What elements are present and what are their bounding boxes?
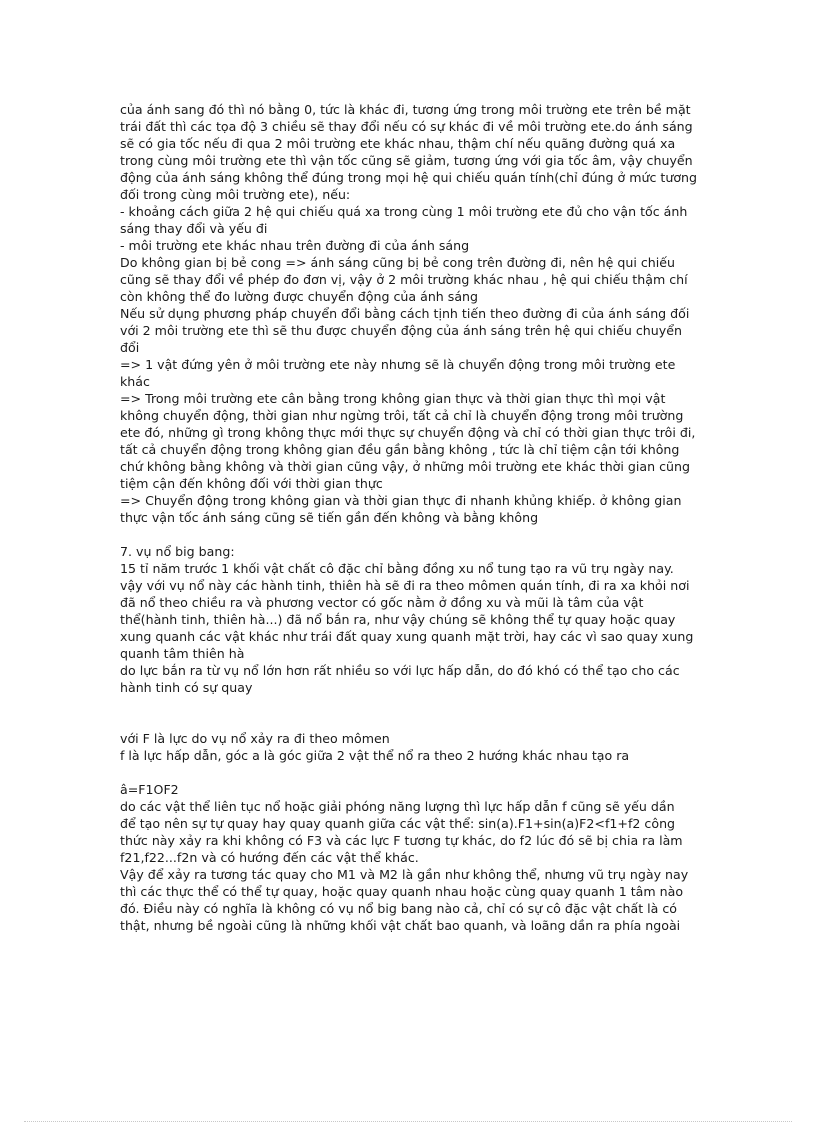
paragraph-curved-space: Do không gian bị bẻ cong => ánh sáng cũng bị bẻ cong trên đường đi, nên hệ qui chiếu cũng sẽ thay đổi về phép đo đơn vị, vậy ở 2 môi trường khác nhau , hệ qui chiếu thậm chí còn không thể đo lường được chuyển động của ánh sáng [120, 255, 688, 304]
paragraph-conclusion-2: => Trong môi trường ete cân bằng trong không gian thực và thời gian thực thì mọi vật không chuyển động, thời gian như ngừng trôi, tất cả chỉ là chuyển động trong môi trường ete đó, những gì trong không thực mới thực sự chuyển động và chỉ có thời gian thực trôi đi, tất cả chuyển động trong không gian đều gần bằng không , tức là chỉ tiệm cận tới không chứ không bằng không và thời gian cũng vậy, ở những môi trường ete khác thời gian cũng tiệm cận đến không đối với thời gian thực [120, 391, 696, 491]
paragraph-big-bang-3: do lực bắn ra từ vụ nổ lớn hơn rất nhiều so với lực hấp dẫn, do đó khó có thể tạo cho các hành tinh có sự quay [120, 663, 680, 695]
blank-lines [120, 696, 700, 730]
paragraph-conclusion-1: => 1 vật đứng yên ở môi trường ete này nhưng sẽ là chuyển động trong môi trường ete khác [120, 357, 676, 389]
paragraph-rotation-condition: để tạo nên sự tự quay hay quay quanh giữa các vật thể: sin(a).F1+sin(a)F2<f1+f2 công thức này xảy ra khi không có F3 và các lực F tương tự khác, do f2 lúc đó sẽ bị chia ra làm f21,f22...f2n và có hướng đến các vật thể khác. [120, 816, 683, 865]
paragraph-gravity-def: f là lực hấp dẫn, góc a là góc giữa 2 vật thể nổ ra theo 2 hướng khác nhau tạo ra [120, 748, 630, 763]
paragraph-ether-intro: của ánh sang đó thì nó bằng 0, tức là khác đi, tương ứng trong môi trường ete trên bề mặt trái đất thì các tọa độ 3 chiều sẽ thay đổi nếu có sự khác đi về môi trường ete.do ánh sáng sẽ có gia tốc nếu đi qua 2 môi trường ete khác nhau, thậm chí nếu quãng đường quá xa trong cùng môi trường ete thì vận tốc cũng sẽ giảm, tương ứng với gia tốc âm, vậy chuyển động của ánh sáng không thể đúng trong mọi hệ qui chiếu quán tính(chỉ đúng ở mức tương đối trong cùng môi trường ete), nếu: [120, 102, 698, 202]
paragraph-conclusion-3: => Chuyển động trong không gian và thời gian thực đi nhanh khủng khiếp. ở không gian thực vận tốc ánh sáng cũng sẽ tiến gần đến không và bằng không [120, 493, 682, 525]
paragraph-bullet-distance: - khoảng cách giữa 2 hệ qui chiếu quá xa trong cùng 1 môi trường ete đủ cho vận tốc ánh sáng thay đổi và yếu đi [120, 204, 688, 236]
paragraph-force-def: với F là lực do vụ nổ xảy ra đi theo mômen [120, 731, 390, 746]
paragraph-gravity-weakens: do các vật thể liên tục nổ hoặc giải phóng năng lượng thì lực hấp dẫn f cũng sẽ yếu dần [120, 799, 675, 814]
section-heading-big-bang: 7. vụ nổ big bang: [120, 544, 235, 559]
paragraph-translation-method: Nếu sử dụng phương pháp chuyển đổi bằng cách tịnh tiến theo đường đi của ánh sáng đối với 2 môi trường ete thì sẽ thu được chuyển động của ánh sáng trên hệ qui chiếu chuyển đổi [120, 306, 690, 355]
document-body [120, 101, 700, 934]
page-bottom-rule [24, 1121, 792, 1122]
paragraph-big-bang-1: 15 tỉ năm trước 1 khối vật chất cô đặc chỉ bằng đồng xu nổ tung tạo ra vũ trụ ngày nay. [120, 561, 674, 576]
blank-line [120, 526, 700, 543]
paragraph-final-conclusion: Vậy để xảy ra tương tác quay cho M1 và M2 là gần như không thể, nhưng vũ trụ ngày nay thì các thực thể có thể tự quay, hoặc quay quanh nhau hoặc cùng quay quanh 1 tâm nào đó. Điều này có nghĩa là không có vụ nổ big bang nào cả, chỉ có sự cô đặc vật chất là có thật, nhưng bề ngoài cũng là những khối vật chất bao quanh, và loãng dần ra phía ngoài [120, 867, 689, 933]
formula: â=F1OF2 [120, 782, 179, 797]
paragraph-big-bang-2: vậy với vụ nổ này các hành tinh, thiên hà sẽ đi ra theo mômen quán tính, đi ra xa khỏi nơi đã nổ theo chiều ra và phương vector có gốc nằm ở đồng xu và mũi là tâm của vật thể(hành tinh, thiên hà...) đã nổ bắn ra, như vậy chúng sẽ không thể tự quay hoặc quay xung quanh các vật khác như trái đất quay xung quanh mặt trời, hay các vì sao quay xung quanh tâm thiên hà [120, 578, 694, 661]
blank-line [120, 764, 700, 781]
paragraph-bullet-ether: - môi trường ete khác nhau trên đường đi của ánh sáng [120, 238, 470, 253]
